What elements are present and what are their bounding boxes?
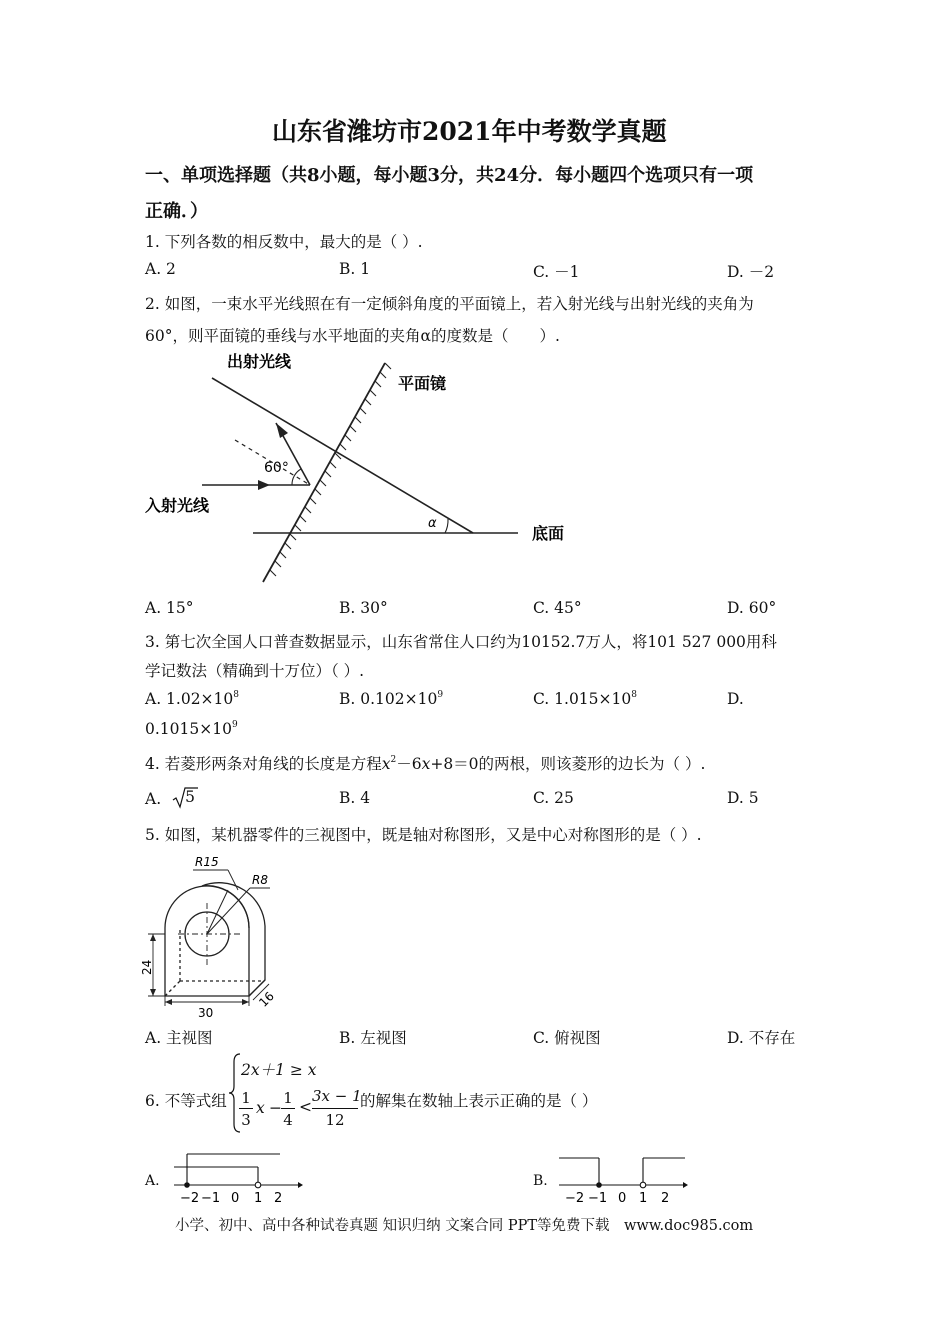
q5-option-c: C. 俯视图 [533,1029,601,1047]
q5-stem: 5. 如图，某机器零件的三视图中，既是轴对称图形，又是中心对称图形的是（ ）. [145,826,702,844]
q6-frac1-den: 3 [241,1111,251,1129]
tick-label: 0 [618,1191,627,1206]
q5-option-d: D. 不存在 [727,1029,796,1047]
q2-option-b: B. 30° [339,599,388,617]
q1-option-a: A. 2 [145,260,176,278]
q4-option-b: B. 4 [339,789,371,807]
q3-option-a: A. $1.02\times 10^8$ [145,690,240,708]
tick-label: 2 [661,1191,670,1206]
tick-label: 1 [639,1191,648,1206]
section-heading-line1: 一、单项选择题（共8小题，每小题3分，共24分．每小题四个选项只有一项 [145,165,754,186]
tick-label: −2 [180,1191,200,1206]
q6-option-b-label: B. [533,1173,548,1189]
q2-stem-line2: 60°，则平面镜的垂线与水平地面的夹角α的度数是（ ）. [145,327,560,345]
q4-option-c: C. 25 [533,789,574,807]
label-in-ray: 入射光线 [145,496,210,515]
tick-label: 1 [254,1191,263,1206]
q3-option-c: C. $1.015\times 10^8$ [533,690,637,708]
q6-frac3-num: 3x − 1 [312,1087,362,1105]
section-heading-line2: 正确．） [145,201,208,222]
footer-text: 小学、初中、高中各种试卷真题 知识归纳 文案合同 PPT等免费下载 www.doc985.com [175,1218,754,1234]
page-title: 山东省潍坊市2021年中考数学真题 [272,117,667,146]
tick-label: 2 [274,1191,283,1206]
q1-option-d: D. －2 [727,263,775,281]
q2-option-a: A. 15° [145,599,194,617]
q5-option-b: B. 左视图 [339,1029,407,1047]
angle-60-arc [292,469,301,485]
q6-minus: − [269,1099,282,1117]
hollow-point [255,1182,261,1188]
back-outline [202,883,265,996]
q3-option-d-value: $0.1015\times 10^9$ [145,720,238,738]
q6-frac2-den: 4 [283,1111,293,1129]
q6-less-than: < [299,1098,312,1116]
label-30: 30 [198,1006,214,1020]
label-r15: R15 [195,855,219,869]
outgoing-ray-line [212,378,473,533]
q6-frac3-bar [312,1108,358,1109]
q2-option-d: D. 60° [727,599,777,617]
solid-point [596,1182,602,1188]
q6-inequality-1: 2x＋1 ≥ x [241,1061,317,1079]
q6-frac2-num: 1 [283,1089,293,1107]
label-16: 16 [256,989,277,1010]
q6-x: x [256,1099,265,1117]
solid-point [184,1182,190,1188]
q6-lead: 6. 不等式组 [145,1092,227,1110]
tick-label: −1 [201,1191,221,1206]
q4-option-d: D. 5 [727,789,759,807]
q6-option-a-label: A. [145,1173,160,1189]
machine-part-diagram [140,848,290,1023]
label-out-ray: 出射光线 [227,352,292,371]
mirror-diagram [140,345,580,595]
q6-option-b-number-line [555,1150,690,1206]
q6-frac3-den: 12 [325,1111,345,1129]
hollow-point [640,1182,646,1188]
incident-arrowhead [258,480,270,490]
q1-option-c: C. －1 [533,263,580,281]
label-alpha: α [428,516,437,531]
q6-frac2-bar [281,1108,295,1109]
tick-label: 0 [231,1191,240,1206]
label-ground: 底面 [532,524,565,543]
q3-stem-line1: 3. 第七次全国人口普查数据显示，山东省常住人口约为10152.7万人，将101 527 000用科 [145,633,777,651]
q6-frac1-num: 1 [241,1089,251,1107]
label-mirror: 平面镜 [398,374,447,393]
label-24: 24 [140,959,154,975]
tick-label: −2 [565,1191,585,1206]
alpha-arc [445,519,448,533]
tick-label: −1 [588,1191,608,1206]
q1-option-b: B. 1 [339,260,371,278]
q4-option-a: A. 5 [145,787,198,809]
q6-tail: 的解集在数轴上表示正确的是（ ） [360,1092,598,1110]
label-60-degree: 60° [264,460,289,476]
q3-option-b: B. $0.102\times 10^9$ [339,690,444,708]
q2-option-c: C. 45° [533,599,582,617]
q2-stem-line1: 2. 如图，一束水平光线照在有一定倾斜角度的平面镜上，若入射光线与出射光线的夹角为 [145,295,754,313]
q6-option-a-number-line [170,1150,305,1206]
q6-frac1-bar [239,1108,253,1109]
q5-option-a: A. 主视图 [145,1029,213,1047]
q1-stem: 1. 下列各数的相反数中，最大的是（ ）. [145,233,423,251]
label-r8: R8 [252,873,268,887]
q3-option-d-label: D. [727,690,744,708]
q4-stem: 4. 若菱形两条对角线的长度是方程$x^2-6x+8=0$的两根，则该菱形的边长为（ ）. [145,755,706,773]
q3-stem-line2: 学记数法（精确到十万位）（ ）. [145,662,365,680]
sqrt-symbol: 5 [172,787,198,809]
reflected-arrowhead [276,423,288,438]
